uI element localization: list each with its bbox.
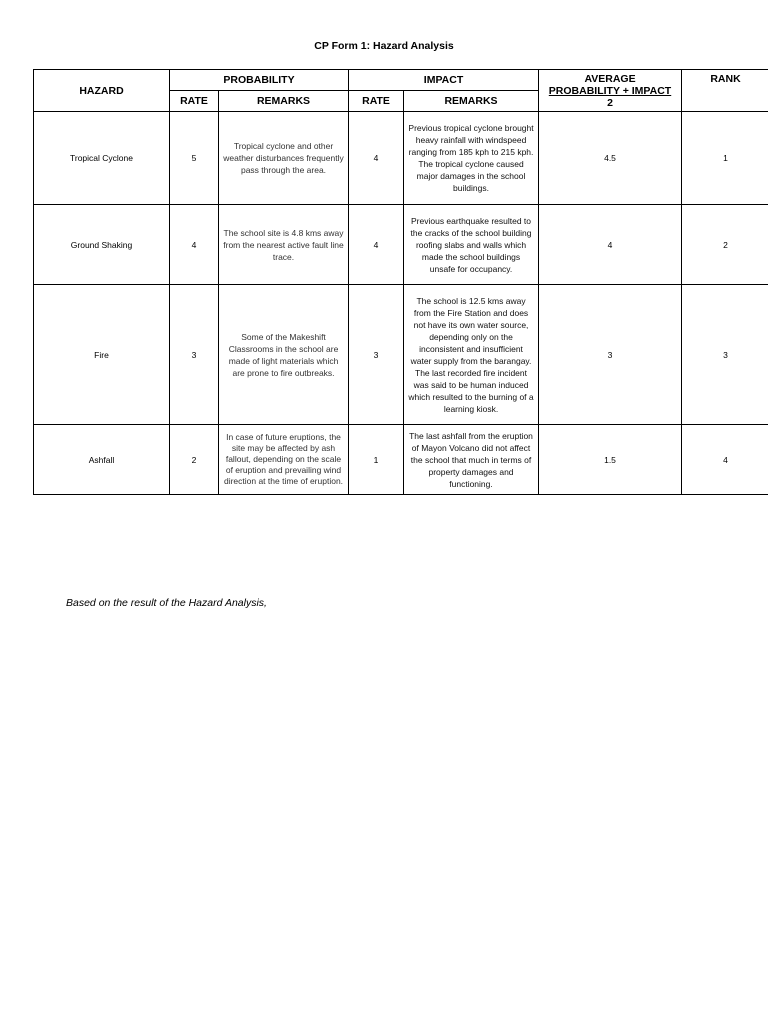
impact-rate-cell: 3 (349, 285, 404, 425)
average-cell: 3 (539, 285, 682, 425)
hazard-cell: Tropical Cyclone (34, 112, 170, 205)
header-impact: IMPACT (349, 70, 539, 91)
table-row (34, 112, 768, 205)
header-average-title: AVERAGE (584, 73, 636, 85)
average-cell: 4 (539, 205, 682, 285)
hazard-cell: Ground Shaking (34, 205, 170, 285)
footer-note: Based on the result of the Hazard Analysis, (66, 597, 267, 609)
header-impact-remarks: REMARKS (404, 91, 539, 112)
rank-cell: 4 (682, 425, 768, 495)
probability-rate-cell: 3 (170, 285, 219, 425)
table-row (34, 205, 768, 285)
header-average-divisor: 2 (607, 97, 613, 109)
average-cell: 1.5 (539, 425, 682, 495)
impact-rate-cell: 4 (349, 205, 404, 285)
rank-cell: 1 (682, 112, 768, 205)
impact-rate-cell: 4 (349, 112, 404, 205)
rank-cell: 3 (682, 285, 768, 425)
probability-rate-cell: 4 (170, 205, 219, 285)
probability-remarks-cell: The school site is 4.8 kms away from the nearest active fault line trace. (219, 205, 349, 285)
impact-remarks-cell: The last ashfall from the eruption of Mayon Volcano did not affect the school that much in terms of property damages and functioning. (404, 425, 539, 495)
impact-remarks-cell: Previous tropical cyclone brought heavy rainfall with windspeed ranging from 185 kph to 215 kph. The tropical cyclone caused major damages in the school buildings. (404, 112, 539, 205)
header-average-formula: PROBABILITY + IMPACT (548, 85, 672, 97)
header-probability-remarks: REMARKS (219, 91, 349, 112)
probability-rate-cell: 5 (170, 112, 219, 205)
table-row (34, 285, 768, 425)
hazard-analysis-table (33, 69, 768, 495)
probability-rate-cell: 2 (170, 425, 219, 495)
impact-remarks-cell: The school is 12.5 kms away from the Fire Station and does not have its own water source, depending only on the inconsistent and insufficient water supply from the barangay. The last recorded fire incident was said to be human induced which resulted to the burning of a learning kiosk. (404, 285, 539, 425)
impact-rate-cell: 1 (349, 425, 404, 495)
document-title: CP Form 1: Hazard Analysis (314, 40, 454, 52)
probability-remarks-cell: Tropical cyclone and other weather disturbances frequently pass through the area. (219, 112, 349, 205)
rank-cell: 2 (682, 205, 768, 285)
header-row-main (34, 70, 768, 91)
hazard-cell: Ashfall (34, 425, 170, 495)
header-average (539, 70, 682, 112)
header-hazard: HAZARD (34, 70, 170, 112)
impact-remarks-cell: Previous earthquake resulted to the cracks of the school building roofing slabs and walls which made the school buildings unsafe for occupancy. (404, 205, 539, 285)
table-row (34, 425, 768, 495)
header-rank: RANK (682, 70, 768, 112)
header-probability-rate: RATE (170, 91, 219, 112)
header-impact-rate: RATE (349, 91, 404, 112)
probability-remarks-cell: In case of future eruptions, the site may be affected by ash fallout, depending on the scale of eruption and prevailing wind direction at the time of eruption. (219, 425, 349, 495)
hazard-cell: Fire (34, 285, 170, 425)
probability-remarks-cell: Some of the Makeshift Classrooms in the school are made of light materials which are prone to fire outbreaks. (219, 285, 349, 425)
average-cell: 4.5 (539, 112, 682, 205)
header-probability: PROBABILITY (170, 70, 349, 91)
